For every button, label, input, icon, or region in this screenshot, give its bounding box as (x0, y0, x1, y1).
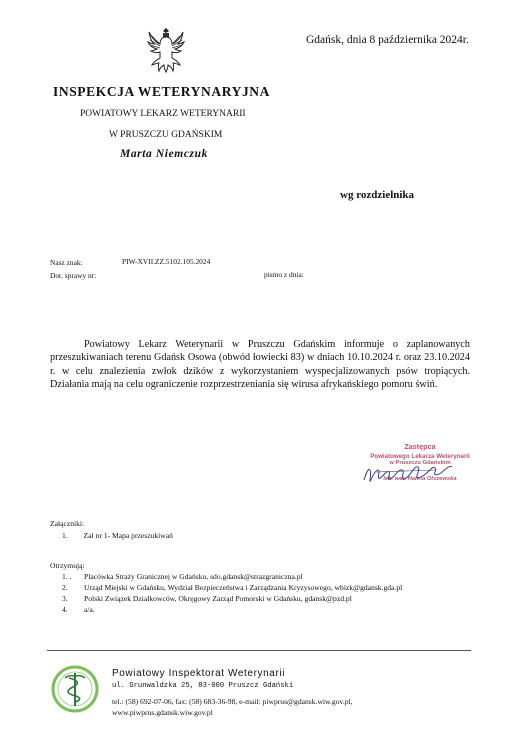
letter-date-label: pismo z dnia: (264, 270, 304, 279)
our-ref-value: PIW-XVII.ZZ.5102.105.2024 (122, 257, 211, 266)
signatory-name: Marta Niemczuk (120, 148, 208, 160)
attachment-text: Zał nr 1- Mapa przeszukiwań (83, 531, 173, 540)
attachments-heading: Załączniki: (50, 519, 85, 528)
our-ref-label: Nasz znak: (50, 258, 83, 267)
recipient-item: Polski Związek Działkowców, Okręgowy Zarząd Pomorski w Gdańsku, gdansk@pzd.pl (84, 594, 352, 603)
attachment-item (62, 531, 173, 540)
recipient-number: 1. . (62, 572, 72, 581)
veterinary-logo-icon (50, 664, 100, 714)
recipient-number: 2. (62, 583, 68, 592)
stamp-location: w Pruszczu Gdańskim (389, 460, 451, 466)
letter-body: Powiatowy Lekarz Weterynarii w Pruszczu Gdańskim informuje o zaplanowanych przeszukiwaniach terenu Gdańsk Osowa (obwód łowiecki 83) w dniach 10.10.2024 r. oraz 23.10.2024 r. w celu znalezienia zwłok dzików z wykorzystaniem wyspecjalizowanych psów tropiących. Działania mają na celu ograniczenie rozprzestrzeniania się wirusa afrykańskiego pomoru świń. (50, 339, 470, 390)
footer-website[interactable]: www.piwprus.gdansk.wiw.gov.pl (112, 708, 213, 717)
handwritten-signature (356, 452, 476, 492)
recipient-item: a/a. (84, 605, 95, 614)
recipient-number: 4. (62, 605, 68, 614)
recipient-number: 3. (62, 594, 68, 603)
stamp-title: Zastępca (404, 442, 436, 451)
attachment-number: 1. (62, 531, 68, 540)
recipient-item: Urząd Miejski w Gdańsku, Wydział Bezpieczeństwa i Zarządzania Kryzysowego, wbizk@gdansk.gda.pl (84, 583, 403, 592)
recipient-item: Placówka Straży Granicznej w Gdańsku, sdo.gdansk@strazgraniczna.pl (84, 572, 303, 581)
stamp-office: Powiatowego Lekarza Weterynarii (370, 453, 470, 460)
recipient-line: wg rozdzielnika (340, 189, 415, 201)
office-location: W PRUSZCZU GDAŃSKIM (109, 130, 223, 140)
document-date: Gdańsk, dnia 8 października 2024r. (306, 34, 469, 46)
footer-divider (47, 650, 471, 651)
footer-address: ul. Grunwaldzka 25, 83-000 Pruszcz Gdański (112, 682, 294, 690)
office-title: POWIATOWY LEKARZ WETERYNARII (80, 109, 246, 119)
recipients-heading: Otrzymują: (50, 561, 85, 570)
footer-contact: tel.: (58) 692-07-06, fax: (58) 683-36-98, e-mail: piwprus@gdansk.wiw.gov.pl, (112, 697, 353, 706)
stamp-name: lek. wet. Hanna Olszewska (383, 476, 457, 482)
polish-eagle-icon (146, 24, 186, 74)
case-number-label: Dot. sprawy nr: (50, 271, 97, 280)
footer-institution: Powiatowy Inspektorat Weterynarii (112, 668, 286, 679)
organization-name: INSPEKCJA WETERYNARYJNA (53, 84, 271, 99)
